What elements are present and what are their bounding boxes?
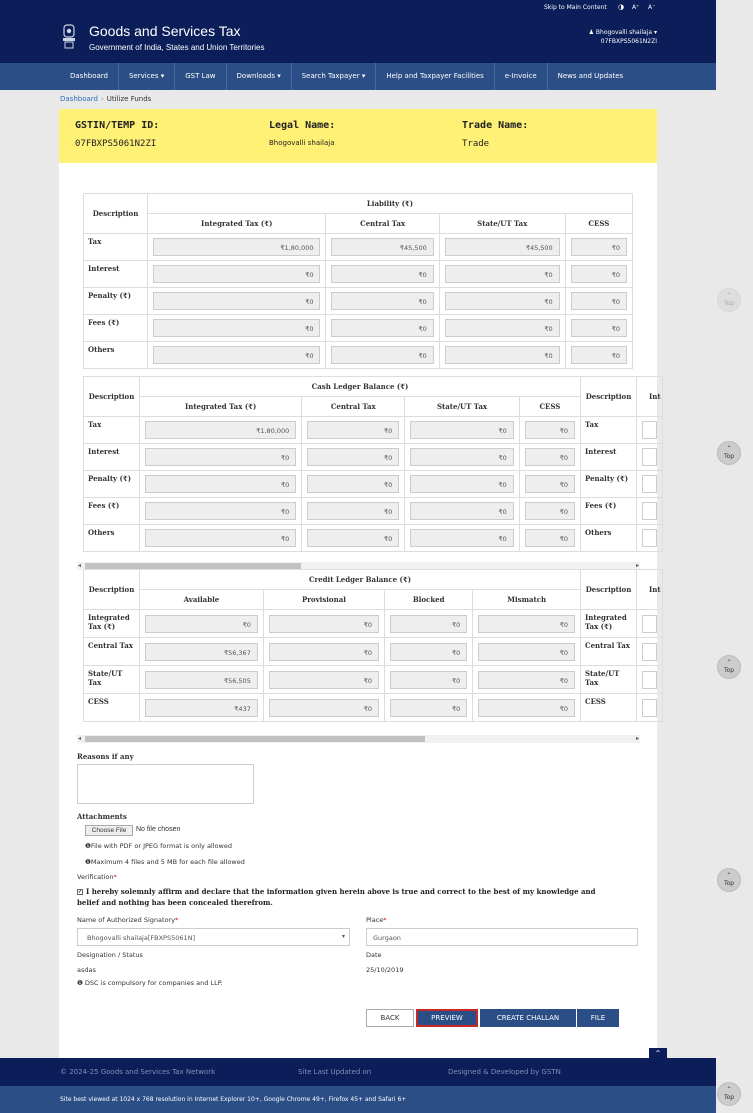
row-label: Others	[581, 525, 637, 552]
row-label: Interest	[581, 444, 637, 471]
info-icon: ❶	[85, 842, 91, 850]
credit-value-field: ₹0	[269, 615, 379, 633]
credit-value-field: ₹437	[145, 699, 258, 717]
nav-search-taxpayer[interactable]: Search Taxpayer ▾	[292, 63, 377, 90]
credit-value-field: ₹0	[478, 615, 575, 633]
scrollbar-thumb[interactable]	[85, 736, 425, 742]
nav-services[interactable]: Services ▾	[119, 63, 175, 90]
declaration-checkbox-row[interactable]	[77, 886, 617, 908]
table-row	[84, 342, 633, 369]
credit-col-provisional: Provisional	[263, 590, 384, 610]
cash-value-field: ₹1,80,000	[145, 421, 296, 439]
row-label: Interest	[84, 261, 148, 288]
liability-value-field: ₹0	[331, 292, 433, 310]
row-label: Central Tax	[84, 638, 140, 666]
credit-col-blocked: Blocked	[385, 590, 473, 610]
liability-value-field: ₹0	[331, 346, 433, 364]
chevron-up-icon: ⌃	[726, 872, 732, 879]
contrast-toggle-icon[interactable]: ◑	[618, 3, 625, 11]
liability-value-field: ₹0	[571, 292, 627, 310]
credit-desc-header-2: Description	[581, 570, 637, 610]
user-menu[interactable]: ♟ Bhogovalli shailaja ▾ 07FBXPS5061N2ZI	[588, 29, 657, 45]
table-row	[84, 234, 633, 261]
site-title[interactable]: Goods and Services Tax	[89, 23, 241, 39]
create-challan-button[interactable]: CREATE CHALLAN	[480, 1009, 576, 1027]
signatory-label: Name of Authorized Signatory*	[77, 916, 179, 924]
user-gstin: 07FBXPS5061N2ZI	[600, 38, 657, 45]
row-label: CESS	[84, 694, 140, 722]
table-row	[84, 666, 663, 694]
footer-designed: Designed & Developed by GSTN	[448, 1068, 561, 1076]
font-increase-button[interactable]: A⁺	[632, 4, 640, 11]
cash-title: Cash Ledger Balance (₹)	[140, 377, 581, 397]
info-icon: ❶	[85, 858, 91, 866]
table-row	[84, 261, 633, 288]
cash-value-field: ₹0	[307, 421, 399, 439]
credit-col-available: Available	[140, 590, 264, 610]
user-name[interactable]: Bhogovalli shailaja	[595, 29, 653, 36]
liability-desc-header: Description	[84, 194, 148, 234]
gstin-value: 07FBXPS5061N2ZI	[75, 139, 157, 149]
nav-dashboard[interactable]: Dashboard	[60, 63, 119, 90]
chevron-up-icon: ⌃	[726, 659, 732, 666]
cash-value-field: ₹0	[525, 475, 575, 493]
credit-value-field: ₹0	[390, 643, 467, 661]
cash-value-field: ₹0	[145, 475, 296, 493]
declaration-checkbox[interactable]: ✓	[78, 889, 83, 895]
back-to-top-button[interactable]: ⌃ Top	[717, 288, 741, 312]
date-label: Date	[366, 951, 382, 959]
footer-copyright: © 2024-25 Goods and Services Tax Network	[60, 1068, 216, 1076]
reasons-textarea[interactable]	[77, 764, 254, 804]
liability-value-field: ₹0	[331, 319, 433, 337]
nav-help[interactable]: Help and Taxpayer Facilities	[376, 63, 494, 90]
info-icon: ❶	[77, 979, 83, 987]
credit-desc-header: Description	[84, 570, 140, 610]
cash-value-field: ₹0	[307, 502, 399, 520]
verification-label: Verification*	[77, 873, 117, 881]
table-row	[84, 315, 633, 342]
trade-name-value: Trade	[462, 139, 490, 149]
table-row	[84, 471, 663, 498]
credit-extra-col: Int	[637, 570, 663, 610]
cash-value-field: ₹0	[525, 421, 575, 439]
cash-col-sgst: State/UT Tax	[405, 397, 520, 417]
liability-value-field: ₹45,500	[331, 238, 433, 256]
cash-value-field: ₹0	[410, 448, 514, 466]
utilize-input[interactable]	[642, 615, 657, 633]
cash-col-cess: CESS	[519, 397, 580, 417]
file-button[interactable]: FILE	[577, 1009, 619, 1027]
chevron-up-icon: ⌃	[726, 445, 732, 452]
cash-ledger-table	[83, 376, 663, 552]
designation-value: asdas	[77, 966, 96, 974]
liability-value-field: ₹0	[331, 265, 433, 283]
back-to-top-button[interactable]: ⌃ Top	[717, 868, 741, 892]
liability-value-field: ₹0	[153, 265, 320, 283]
liability-value-field: ₹1,80,000	[153, 238, 320, 256]
nav-downloads[interactable]: Downloads ▾	[227, 63, 292, 90]
liability-value-field: ₹0	[445, 265, 560, 283]
credit-value-field: ₹0	[390, 699, 467, 717]
preview-button[interactable]: PREVIEW	[416, 1009, 478, 1027]
scroll-left-icon[interactable]: ◂	[78, 562, 82, 569]
cash-value-field: ₹0	[410, 421, 514, 439]
scroll-left-icon[interactable]: ◂	[78, 735, 82, 742]
liability-col-sgst: State/UT Tax	[439, 214, 565, 234]
row-label: State/UT Tax	[581, 666, 637, 694]
nav-news[interactable]: News and Updates	[557, 72, 624, 80]
chevron-up-icon: ⌃	[726, 1086, 732, 1093]
row-label: Tax	[84, 417, 140, 444]
cash-extra-col: Int	[637, 377, 663, 417]
utilize-input[interactable]	[642, 502, 657, 520]
credit-value-field: ₹56,505	[145, 671, 258, 689]
signatory-select[interactable]: Bhogovalli shailaja[FBXPS5061N] ▾	[77, 928, 350, 946]
cash-desc-header: Description	[84, 377, 140, 417]
liability-col-igst: Integrated Tax (₹)	[148, 214, 326, 234]
row-label: Fees (₹)	[84, 498, 140, 525]
table-row	[84, 288, 633, 315]
main-panel	[59, 163, 661, 1058]
scroll-top-chevron-icon[interactable]: ⌃	[649, 1048, 667, 1060]
cash-value-field: ₹0	[145, 448, 296, 466]
date-value: 25/10/2019	[366, 966, 404, 974]
attachments-label: Attachments	[77, 812, 127, 821]
liability-value-field: ₹45,500	[445, 238, 560, 256]
chevron-down-icon: ▾	[341, 933, 345, 940]
row-label: Fees (₹)	[581, 498, 637, 525]
liability-col-cess: CESS	[565, 214, 632, 234]
back-to-top-button[interactable]: ⌃ Top	[717, 1082, 741, 1106]
credit-title: Credit Ledger Balance (₹)	[140, 570, 581, 590]
taxpayer-info-band	[59, 109, 657, 163]
breadcrumb: Dashboard › Utilize Funds	[60, 95, 152, 103]
font-decrease-button[interactable]: A⁻	[648, 4, 656, 11]
utilize-input[interactable]	[642, 643, 657, 661]
dsc-note: ❶ DSC is compulsory for companies and LLP.	[77, 979, 223, 987]
back-to-top-button[interactable]: ⌃ Top	[717, 441, 741, 465]
row-label: CESS	[581, 694, 637, 722]
liability-value-field: ₹0	[445, 346, 560, 364]
gstin-label: GSTIN/TEMP ID:	[75, 120, 160, 131]
credit-ledger-table	[83, 569, 663, 722]
site-subtitle: Government of India, States and Union Territories	[89, 43, 265, 52]
credit-value-field: ₹0	[390, 671, 467, 689]
cash-value-field: ₹0	[410, 529, 514, 547]
top-utility-bar	[0, 0, 716, 16]
table-row	[84, 444, 663, 471]
footer-browser-note	[0, 1086, 716, 1113]
cash-value-field: ₹0	[525, 502, 575, 520]
cash-value-field: ₹0	[145, 529, 296, 547]
credit-value-field: ₹0	[390, 615, 467, 633]
site-header	[0, 16, 716, 63]
cash-value-field: ₹0	[307, 475, 399, 493]
scroll-right-icon[interactable]: ▸	[635, 562, 639, 569]
cash-value-field: ₹0	[410, 475, 514, 493]
liability-value-field: ₹0	[571, 265, 627, 283]
nav-gst-law[interactable]: GST Law	[175, 63, 226, 90]
cash-value-field: ₹0	[525, 448, 575, 466]
liability-value-field: ₹0	[445, 292, 560, 310]
credit-value-field: ₹0	[478, 643, 575, 661]
row-label: Penalty (₹)	[84, 288, 148, 315]
legal-name-label: Legal Name:	[269, 120, 336, 131]
national-emblem-icon	[60, 23, 78, 51]
credit-table-scrollbar[interactable]	[77, 735, 640, 743]
nav-e-invoice[interactable]: e-Invoice	[495, 63, 548, 90]
user-icon: ♟	[588, 29, 594, 36]
row-label: Penalty (₹)	[84, 471, 140, 498]
table-row	[84, 498, 663, 525]
credit-value-field: ₹0	[478, 671, 575, 689]
declaration-text: I hereby solemnly affirm and declare that the information given herein above is true and correct to the best of my knowledge and belief and nothing has been concealed therefrom.	[77, 887, 596, 907]
back-to-top-button[interactable]: ⌃ Top	[717, 655, 741, 679]
cash-value-field: ₹0	[307, 448, 399, 466]
utilize-input[interactable]	[642, 448, 657, 466]
liability-value-field: ₹0	[153, 292, 320, 310]
credit-value-field: ₹0	[269, 699, 379, 717]
row-label: Integrated Tax (₹)	[581, 610, 637, 638]
liability-value-field: ₹0	[571, 238, 627, 256]
utilize-input[interactable]	[642, 671, 657, 689]
cash-desc-header-2: Description	[581, 377, 637, 417]
row-label: Tax	[84, 234, 148, 261]
utilize-input[interactable]	[642, 699, 657, 717]
table-row	[84, 525, 663, 552]
no-file-text: No file chosen	[136, 826, 181, 833]
row-label: Others	[84, 342, 148, 369]
credit-value-field: ₹56,367	[145, 643, 258, 661]
liability-title: Liability (₹)	[148, 194, 633, 214]
cash-value-field: ₹0	[307, 529, 399, 547]
table-row	[84, 694, 663, 722]
credit-value-field: ₹0	[269, 643, 379, 661]
liability-table	[83, 193, 633, 369]
scroll-right-icon[interactable]: ▸	[635, 735, 639, 742]
utilize-input[interactable]	[642, 475, 657, 493]
credit-col-mismatch: Mismatch	[473, 590, 581, 610]
site-footer	[0, 1058, 716, 1086]
credit-value-field: ₹0	[269, 671, 379, 689]
trade-name-label: Trade Name:	[462, 120, 529, 131]
row-label: State/UT Tax	[84, 666, 140, 694]
file-size-note: ❶Maximum 4 files and 5 MB for each file allowed	[85, 858, 245, 866]
legal-name-value: Bhogovalli shailaja	[269, 139, 335, 147]
table-row	[84, 417, 663, 444]
table-row	[84, 638, 663, 666]
designation-label: Designation / Status	[77, 951, 143, 959]
liability-value-field: ₹0	[571, 346, 627, 364]
utilize-input[interactable]	[642, 529, 657, 547]
main-nav	[0, 63, 716, 90]
liability-value-field: ₹0	[153, 319, 320, 337]
credit-value-field: ₹0	[478, 699, 575, 717]
place-input[interactable]: Gurgaon	[366, 928, 638, 946]
cash-value-field: ₹0	[145, 502, 296, 520]
liability-value-field: ₹0	[445, 319, 560, 337]
liability-value-field: ₹0	[571, 319, 627, 337]
choose-file-button[interactable]: Choose File	[85, 825, 133, 836]
cash-value-field: ₹0	[410, 502, 514, 520]
cash-col-igst: Integrated Tax (₹)	[140, 397, 302, 417]
credit-value-field: ₹0	[145, 615, 258, 633]
breadcrumb-dashboard[interactable]: Dashboard	[60, 95, 98, 103]
utilize-input[interactable]	[642, 421, 657, 439]
file-format-note: ❶File with PDF or JPEG format is only allowed	[85, 842, 232, 850]
reasons-label: Reasons if any	[77, 752, 134, 761]
cash-value-field: ₹0	[525, 529, 575, 547]
best-viewed-text: Site best viewed at 1024 x 768 resolution in Internet Explorer 10+, Google Chrome 49+, Firefox 45+ and Safari 6+	[60, 1096, 407, 1103]
table-row	[84, 610, 663, 638]
cash-col-cgst: Central Tax	[302, 397, 405, 417]
row-label: Fees (₹)	[84, 315, 148, 342]
footer-updated: Site Last Updated on	[298, 1068, 372, 1076]
row-label: Central Tax	[581, 638, 637, 666]
breadcrumb-current: Utilize Funds	[106, 95, 152, 103]
row-label: Tax	[581, 417, 637, 444]
liability-value-field: ₹0	[153, 346, 320, 364]
row-label: Interest	[84, 444, 140, 471]
row-label: Penalty (₹)	[581, 471, 637, 498]
place-label: Place*	[366, 916, 387, 924]
row-label: Integrated Tax (₹)	[84, 610, 140, 638]
back-button[interactable]: BACK	[366, 1009, 414, 1027]
chevron-up-icon: ⌃	[726, 292, 732, 299]
skip-to-main-link[interactable]: Skip to Main Content	[544, 4, 607, 11]
row-label: Others	[84, 525, 140, 552]
liability-col-cgst: Central Tax	[326, 214, 439, 234]
